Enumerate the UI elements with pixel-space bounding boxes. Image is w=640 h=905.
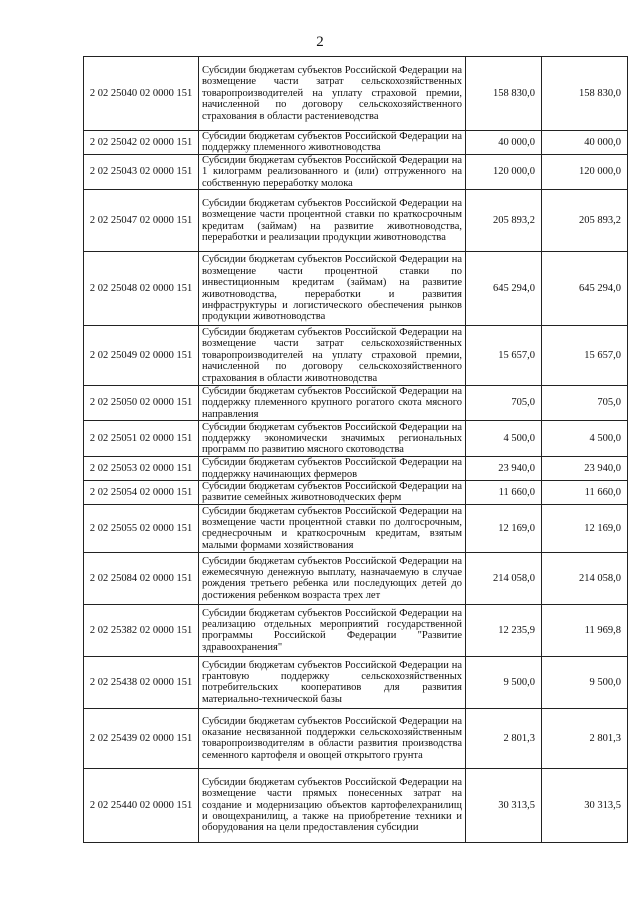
row-value-1: 214 058,0	[466, 552, 542, 604]
row-value-1: 2 801,3	[466, 708, 542, 768]
row-description: Субсидии бюджетам субъектов Российской Федерации на поддержку племенного животноводства	[199, 131, 466, 155]
table-row	[84, 421, 628, 457]
row-value-2: 11 969,8	[542, 604, 628, 656]
row-value-1: 12 235,9	[466, 604, 542, 656]
row-value-1: 12 169,0	[466, 504, 542, 552]
row-description: Субсидии бюджетам субъектов Российской Федерации на возмещение части процентной ставки по краткосрочным кредитам (займам) на развитие животноводства, переработки и реализации продукции животноводства	[199, 190, 466, 252]
row-code: 2 02 25382 02 0000 151	[84, 604, 199, 656]
row-description: Субсидии бюджетам субъектов Российской Федерации на поддержку начинающих фермеров	[199, 457, 466, 481]
table-row	[84, 656, 628, 708]
row-code: 2 02 25439 02 0000 151	[84, 708, 199, 768]
row-description: Субсидии бюджетам субъектов Российской Федерации на возмещение части прямых понесенных затрат на создание и модернизацию объектов картофелехранилищ и овощехранилищ, а также на приобретение техники и оборудования на цели предоставления субсидии	[199, 768, 466, 842]
table-row	[84, 190, 628, 252]
row-description: Субсидии бюджетам субъектов Российской Федерации на грантовую поддержку сельскохозяйственных потребительских кооперативов для развития материально-технической базы	[199, 656, 466, 708]
row-description: Субсидии бюджетам субъектов Российской Федерации на развитие семейных животноводческих ферм	[199, 481, 466, 505]
page-number: 2	[316, 34, 324, 50]
row-value-1: 9 500,0	[466, 656, 542, 708]
row-code: 2 02 25050 02 0000 151	[84, 386, 199, 421]
row-code: 2 02 25047 02 0000 151	[84, 190, 199, 252]
table-row	[84, 768, 628, 842]
row-value-2: 30 313,5	[542, 768, 628, 842]
row-code: 2 02 25042 02 0000 151	[84, 131, 199, 155]
row-description: Субсидии бюджетам субъектов Российской Федерации на возмещение части затрат сельскохозяйственных товаропроизводителей на уплату страховой премии, начисленной по договору сельскохозяйственного страхования в области животноводства	[199, 326, 466, 386]
row-code: 2 02 25048 02 0000 151	[84, 252, 199, 326]
row-code: 2 02 25084 02 0000 151	[84, 552, 199, 604]
table-row	[84, 504, 628, 552]
row-description: Субсидии бюджетам субъектов Российской Федерации на реализацию отдельных мероприятий государственной программы Российской Федерации "Развитие здравоохранения"	[199, 604, 466, 656]
row-value-2: 2 801,3	[542, 708, 628, 768]
row-value-2: 23 940,0	[542, 457, 628, 481]
row-value-1: 23 940,0	[466, 457, 542, 481]
row-code: 2 02 25049 02 0000 151	[84, 326, 199, 386]
row-value-2: 120 000,0	[542, 154, 628, 189]
table-row	[84, 552, 628, 604]
table-row	[84, 604, 628, 656]
row-value-1: 11 660,0	[466, 481, 542, 505]
row-value-2: 12 169,0	[542, 504, 628, 552]
table-row	[84, 708, 628, 768]
row-value-2: 11 660,0	[542, 481, 628, 505]
row-value-1: 705,0	[466, 386, 542, 421]
row-code: 2 02 25055 02 0000 151	[84, 504, 199, 552]
row-value-2: 645 294,0	[542, 252, 628, 326]
row-description: Субсидии бюджетам субъектов Российской Федерации на ежемесячную денежную выплату, назначаемую в случае рождения третьего ребенка или последующих детей до достижения ребенком возраста трех лет	[199, 552, 466, 604]
row-code: 2 02 25040 02 0000 151	[84, 57, 199, 131]
row-value-1: 15 657,0	[466, 326, 542, 386]
row-value-2: 705,0	[542, 386, 628, 421]
row-code: 2 02 25051 02 0000 151	[84, 421, 199, 457]
row-code: 2 02 25054 02 0000 151	[84, 481, 199, 505]
table-row	[84, 457, 628, 481]
table-body	[84, 57, 628, 843]
row-description: Субсидии бюджетам субъектов Российской Федерации на поддержку племенного крупного рогатого скота мясного направления	[199, 386, 466, 421]
row-value-1: 645 294,0	[466, 252, 542, 326]
row-description: Субсидии бюджетам субъектов Российской Федерации на возмещение части процентной ставки по инвестиционным кредитам (займам) на развитие животноводства, переработки и развития инфраструктуры и логистического обеспечения рынков продукции животноводства	[199, 252, 466, 326]
row-description: Субсидии бюджетам субъектов Российской Федерации на поддержку экономически значимых региональных программ по развитию мясного скотоводства	[199, 421, 466, 457]
row-value-2: 40 000,0	[542, 131, 628, 155]
table-row	[84, 57, 628, 131]
row-value-2: 214 058,0	[542, 552, 628, 604]
row-value-2: 205 893,2	[542, 190, 628, 252]
row-code: 2 02 25440 02 0000 151	[84, 768, 199, 842]
budget-table	[83, 56, 628, 843]
row-description: Субсидии бюджетам субъектов Российской Федерации на 1 килограмм реализованного и (или) отгруженного на собственную переработку молока	[199, 154, 466, 189]
row-value-2: 9 500,0	[542, 656, 628, 708]
row-code: 2 02 25053 02 0000 151	[84, 457, 199, 481]
table-row	[84, 154, 628, 189]
table-row	[84, 481, 628, 505]
row-value-1: 30 313,5	[466, 768, 542, 842]
row-code: 2 02 25043 02 0000 151	[84, 154, 199, 189]
table-row	[84, 326, 628, 386]
row-description: Субсидии бюджетам субъектов Российской Федерации на возмещение части затрат сельскохозяйственных товаропроизводителей на уплату страховой премии, начисленной по договору сельскохозяйственного страхования в области растениеводства	[199, 57, 466, 131]
row-value-1: 205 893,2	[466, 190, 542, 252]
table-row	[84, 386, 628, 421]
row-code: 2 02 25438 02 0000 151	[84, 656, 199, 708]
table-row	[84, 131, 628, 155]
row-description: Субсидии бюджетам субъектов Российской Федерации на возмещение части процентной ставки по долгосрочным, среднесрочным и краткосрочным кредитам, взятым малыми формами хозяйствования	[199, 504, 466, 552]
row-value-1: 40 000,0	[466, 131, 542, 155]
row-value-2: 15 657,0	[542, 326, 628, 386]
row-value-2: 4 500,0	[542, 421, 628, 457]
row-value-1: 4 500,0	[466, 421, 542, 457]
row-value-1: 158 830,0	[466, 57, 542, 131]
row-description: Субсидии бюджетам субъектов Российской Федерации на оказание несвязанной поддержки сельскохозяйственным товаропроизводителям в области развития производства семенного картофеля и овощей открытого грунта	[199, 708, 466, 768]
table-row	[84, 252, 628, 326]
row-value-2: 158 830,0	[542, 57, 628, 131]
row-value-1: 120 000,0	[466, 154, 542, 189]
